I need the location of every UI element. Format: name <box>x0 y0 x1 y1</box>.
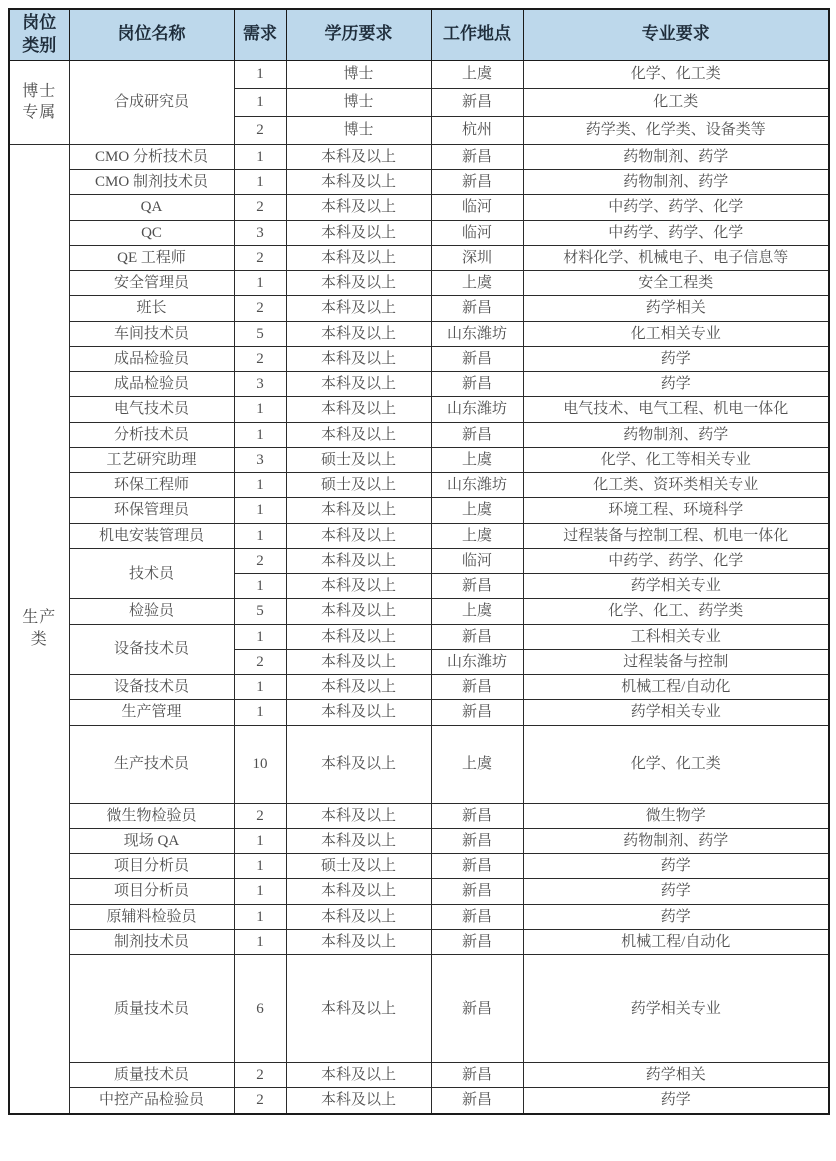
table-row <box>9 144 829 169</box>
table-cell: 机械工程/自动化 <box>523 675 829 700</box>
table-cell: 新昌 <box>431 144 523 169</box>
table-cell: 本科及以上 <box>286 955 431 1063</box>
recruitment-table <box>8 8 830 1115</box>
table-cell: 博士 <box>286 88 431 116</box>
table-cell: 成品检验员 <box>69 346 234 371</box>
table-cell: 本科及以上 <box>286 498 431 523</box>
table-cell: 项目分析员 <box>69 879 234 904</box>
table-cell: 本科及以上 <box>286 803 431 828</box>
table-cell: 硕士及以上 <box>286 473 431 498</box>
table-cell: 新昌 <box>431 1063 523 1088</box>
table-cell: 1 <box>234 929 286 954</box>
table-cell: 本科及以上 <box>286 144 431 169</box>
table-row <box>9 195 829 220</box>
table-cell: 新昌 <box>431 904 523 929</box>
table-cell: 药学 <box>523 1088 829 1114</box>
header-headcount: 需求 <box>234 9 286 60</box>
table-cell: 本科及以上 <box>286 700 431 725</box>
table-cell: 药学 <box>523 372 829 397</box>
table-cell: 1 <box>234 170 286 195</box>
table-row <box>9 170 829 195</box>
table-row <box>9 1088 829 1114</box>
table-cell: 1 <box>234 144 286 169</box>
table-row <box>9 624 829 649</box>
category-cell: 生产类 <box>9 144 69 1113</box>
table-cell: 本科及以上 <box>286 599 431 624</box>
table-cell: 本科及以上 <box>286 624 431 649</box>
table-cell: 1 <box>234 60 286 88</box>
table-cell: 药物制剂、药学 <box>523 828 829 853</box>
table-cell: QE 工程师 <box>69 245 234 270</box>
table-cell: 2 <box>234 649 286 674</box>
table-cell: 质量技术员 <box>69 1063 234 1088</box>
table-cell: 杭州 <box>431 116 523 144</box>
category-cell: 博士专属 <box>9 60 69 144</box>
table-cell: 2 <box>234 195 286 220</box>
table-row <box>9 220 829 245</box>
table-cell: 质量技术员 <box>69 955 234 1063</box>
table-cell: 药物制剂、药学 <box>523 170 829 195</box>
table-cell: 生产技术员 <box>69 725 234 803</box>
table-cell: 2 <box>234 245 286 270</box>
table-cell: 2 <box>234 116 286 144</box>
table-cell: 本科及以上 <box>286 574 431 599</box>
table-row <box>9 296 829 321</box>
table-cell: 本科及以上 <box>286 220 431 245</box>
table-cell: 新昌 <box>431 88 523 116</box>
table-row <box>9 321 829 346</box>
table-cell: 上虞 <box>431 60 523 88</box>
table-cell: 中药学、药学、化学 <box>523 548 829 573</box>
table-cell: 1 <box>234 422 286 447</box>
table-cell: 设备技术员 <box>69 675 234 700</box>
table-cell: 药学 <box>523 904 829 929</box>
table-cell: 3 <box>234 372 286 397</box>
table-cell: 新昌 <box>431 574 523 599</box>
table-cell: 1 <box>234 473 286 498</box>
table-row <box>9 271 829 296</box>
table-cell: 2 <box>234 296 286 321</box>
table-cell: 新昌 <box>431 828 523 853</box>
table-cell: 2 <box>234 803 286 828</box>
header-position-category: 岗位类别 <box>9 9 69 60</box>
table-cell: 原辅料检验员 <box>69 904 234 929</box>
table-row <box>9 675 829 700</box>
table-cell: 过程装备与控制 <box>523 649 829 674</box>
table-cell: 1 <box>234 624 286 649</box>
table-row <box>9 955 829 1063</box>
table-cell: 本科及以上 <box>286 548 431 573</box>
table-cell: 1 <box>234 397 286 422</box>
table-cell: 10 <box>234 725 286 803</box>
table-cell: 药学 <box>523 346 829 371</box>
table-cell: 制剂技术员 <box>69 929 234 954</box>
table-cell: 1 <box>234 700 286 725</box>
table-cell: 硕士及以上 <box>286 447 431 472</box>
table-row <box>9 854 829 879</box>
table-row <box>9 904 829 929</box>
table-cell: 本科及以上 <box>286 271 431 296</box>
table-cell: 药学相关 <box>523 1063 829 1088</box>
table-cell: 微生物检验员 <box>69 803 234 828</box>
table-cell: 新昌 <box>431 929 523 954</box>
table-cell: 工艺研究助理 <box>69 447 234 472</box>
table-row <box>9 599 829 624</box>
table-cell: 药学类、化学类、设备类等 <box>523 116 829 144</box>
table-cell: 1 <box>234 574 286 599</box>
table-cell: 2 <box>234 1063 286 1088</box>
table-row <box>9 700 829 725</box>
table-row <box>9 725 829 803</box>
table-row <box>9 397 829 422</box>
table-cell: 本科及以上 <box>286 725 431 803</box>
table-cell: 环保工程师 <box>69 473 234 498</box>
table-cell: 2 <box>234 548 286 573</box>
table-cell: 现场 QA <box>69 828 234 853</box>
table-cell: 上虞 <box>431 599 523 624</box>
table-cell: 1 <box>234 271 286 296</box>
table-cell: 机械工程/自动化 <box>523 929 829 954</box>
table-cell: 药学相关专业 <box>523 955 829 1063</box>
table-cell: 中控产品检验员 <box>69 1088 234 1114</box>
table-cell: 山东潍坊 <box>431 321 523 346</box>
table-cell: 项目分析员 <box>69 854 234 879</box>
table-cell: 本科及以上 <box>286 904 431 929</box>
table-cell: 电气技术员 <box>69 397 234 422</box>
table-cell: 环境工程、环境科学 <box>523 498 829 523</box>
table-cell: 本科及以上 <box>286 929 431 954</box>
table-cell: CMO 制剂技术员 <box>69 170 234 195</box>
table-cell: QA <box>69 195 234 220</box>
table-cell: 本科及以上 <box>286 879 431 904</box>
table-cell: 药物制剂、药学 <box>523 422 829 447</box>
table-cell: 化学、化工等相关专业 <box>523 447 829 472</box>
table-row <box>9 422 829 447</box>
table-cell: 检验员 <box>69 599 234 624</box>
table-row <box>9 245 829 270</box>
table-cell: 新昌 <box>431 296 523 321</box>
table-cell: 药物制剂、药学 <box>523 144 829 169</box>
table-cell: 上虞 <box>431 498 523 523</box>
table-cell: 硕士及以上 <box>286 854 431 879</box>
table-cell: 2 <box>234 346 286 371</box>
table-cell: 上虞 <box>431 447 523 472</box>
table-cell: 上虞 <box>431 271 523 296</box>
table-cell: 化工类 <box>523 88 829 116</box>
table-cell: 设备技术员 <box>69 624 234 675</box>
table-cell: QC <box>69 220 234 245</box>
table-row <box>9 828 829 853</box>
table-cell: 新昌 <box>431 675 523 700</box>
table-row <box>9 803 829 828</box>
table-cell: 山东潍坊 <box>431 397 523 422</box>
table-cell: 药学 <box>523 854 829 879</box>
table-row <box>9 473 829 498</box>
table-row <box>9 548 829 573</box>
table-cell: 中药学、药学、化学 <box>523 220 829 245</box>
table-cell: 山东潍坊 <box>431 473 523 498</box>
table-cell: 安全工程类 <box>523 271 829 296</box>
table-cell: 3 <box>234 447 286 472</box>
table-cell: 临河 <box>431 220 523 245</box>
table-cell: 过程装备与控制工程、机电一体化 <box>523 523 829 548</box>
table-cell: 深圳 <box>431 245 523 270</box>
table-cell: 新昌 <box>431 422 523 447</box>
table-cell: 临河 <box>431 195 523 220</box>
header-position-name: 岗位名称 <box>69 9 234 60</box>
header-major-requirement: 专业要求 <box>523 9 829 60</box>
table-cell: 生产管理 <box>69 700 234 725</box>
table-cell: 本科及以上 <box>286 1088 431 1114</box>
table-cell: 本科及以上 <box>286 296 431 321</box>
table-cell: 新昌 <box>431 854 523 879</box>
table-cell: 本科及以上 <box>286 170 431 195</box>
table-body <box>9 60 829 1113</box>
table-cell: 新昌 <box>431 955 523 1063</box>
table-cell: 1 <box>234 88 286 116</box>
table-cell: 上虞 <box>431 523 523 548</box>
table-cell: 本科及以上 <box>286 372 431 397</box>
table-row <box>9 447 829 472</box>
table-cell: 药学 <box>523 879 829 904</box>
table-cell: 化工类、资环类相关专业 <box>523 473 829 498</box>
table-cell: 分析技术员 <box>69 422 234 447</box>
table-row <box>9 929 829 954</box>
table-cell: 博士 <box>286 60 431 88</box>
table-cell: 新昌 <box>431 879 523 904</box>
table-cell: 药学相关 <box>523 296 829 321</box>
table-cell: 环保管理员 <box>69 498 234 523</box>
table-cell: 材料化学、机械电子、电子信息等 <box>523 245 829 270</box>
table-cell: 微生物学 <box>523 803 829 828</box>
table-cell: 班长 <box>69 296 234 321</box>
table-cell: 化工相关专业 <box>523 321 829 346</box>
table-cell: 新昌 <box>431 803 523 828</box>
table-cell: 成品检验员 <box>69 372 234 397</box>
table-row <box>9 346 829 371</box>
table-cell: 本科及以上 <box>286 346 431 371</box>
table-row <box>9 498 829 523</box>
table-cell: 新昌 <box>431 372 523 397</box>
table-cell: 药学相关专业 <box>523 574 829 599</box>
header-work-location: 工作地点 <box>431 9 523 60</box>
table-cell: 6 <box>234 955 286 1063</box>
table-cell: 工科相关专业 <box>523 624 829 649</box>
table-cell: 山东潍坊 <box>431 649 523 674</box>
table-cell: 新昌 <box>431 700 523 725</box>
table-cell: 2 <box>234 1088 286 1114</box>
table-cell: 中药学、药学、化学 <box>523 195 829 220</box>
table-cell: 本科及以上 <box>286 422 431 447</box>
table-cell: 1 <box>234 675 286 700</box>
table-cell: 技术员 <box>69 548 234 599</box>
table-cell: 上虞 <box>431 725 523 803</box>
table-cell: 本科及以上 <box>286 195 431 220</box>
table-cell: 本科及以上 <box>286 523 431 548</box>
table-cell: 1 <box>234 904 286 929</box>
table-cell: 本科及以上 <box>286 828 431 853</box>
table-cell: 本科及以上 <box>286 1063 431 1088</box>
table-cell: 5 <box>234 599 286 624</box>
table-header-row <box>9 9 829 60</box>
table-cell: 本科及以上 <box>286 649 431 674</box>
table-cell: 新昌 <box>431 346 523 371</box>
table-cell: 博士 <box>286 116 431 144</box>
header-education-requirement: 学历要求 <box>286 9 431 60</box>
table-cell: 5 <box>234 321 286 346</box>
table-cell: 1 <box>234 879 286 904</box>
table-cell: 本科及以上 <box>286 321 431 346</box>
table-cell: 本科及以上 <box>286 675 431 700</box>
table-cell: 化学、化工类 <box>523 60 829 88</box>
table-row <box>9 523 829 548</box>
table-cell: 1 <box>234 828 286 853</box>
table-cell: 新昌 <box>431 1088 523 1114</box>
table-cell: 新昌 <box>431 170 523 195</box>
table-row <box>9 60 829 88</box>
table-cell: 1 <box>234 523 286 548</box>
table-cell: 1 <box>234 854 286 879</box>
table-cell: 临河 <box>431 548 523 573</box>
table-cell: 安全管理员 <box>69 271 234 296</box>
table-cell: 电气技术、电气工程、机电一体化 <box>523 397 829 422</box>
table-row <box>9 879 829 904</box>
table-cell: 3 <box>234 220 286 245</box>
table-cell: 本科及以上 <box>286 397 431 422</box>
table-cell: 药学相关专业 <box>523 700 829 725</box>
table-cell: 化学、化工类 <box>523 725 829 803</box>
table-cell: 合成研究员 <box>69 60 234 144</box>
table-cell: 化学、化工、药学类 <box>523 599 829 624</box>
table-row <box>9 1063 829 1088</box>
table-cell: 机电安装管理员 <box>69 523 234 548</box>
table-cell: CMO 分析技术员 <box>69 144 234 169</box>
table-cell: 车间技术员 <box>69 321 234 346</box>
table-cell: 新昌 <box>431 624 523 649</box>
table-cell: 1 <box>234 498 286 523</box>
table-row <box>9 372 829 397</box>
table-cell: 本科及以上 <box>286 245 431 270</box>
